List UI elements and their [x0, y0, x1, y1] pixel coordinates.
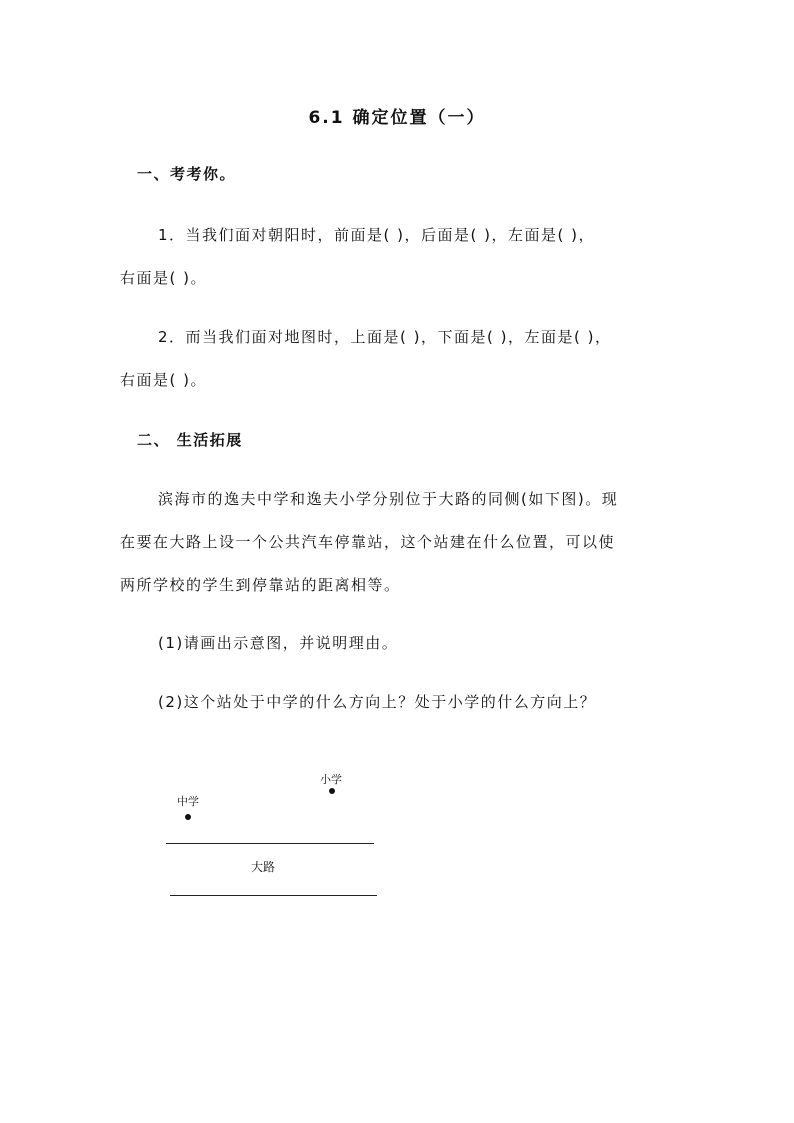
- sub-question-2: (2)这个站处于中学的什么方向上？处于小学的什么方向上？: [158, 693, 597, 711]
- primary-school-dot: [329, 788, 335, 794]
- page-title: 6.1 确定位置（一）: [308, 108, 486, 128]
- section-heading-1: 一、考考你。: [137, 165, 237, 183]
- road-bottom-edge: [170, 895, 377, 896]
- road-label: 大路: [251, 860, 276, 874]
- primary-school-label: 小学: [320, 774, 342, 786]
- section-heading-2: 二、 生活拓展: [137, 431, 243, 449]
- paragraph-line-2: 在要在大路上设一个公共汽车停靠站，这个站建在什么位置，可以使: [120, 533, 616, 551]
- question-1-line-2: 右面是( )。: [120, 269, 207, 287]
- paragraph-line-1: 滨海市的逸夫中学和逸夫小学分别位于大路的同侧(如下图)。现: [158, 490, 619, 508]
- question-1-line-1: 1．当我们面对朝阳时，前面是( )，后面是( )，左面是( )，: [158, 226, 595, 244]
- question-2-line-2: 右面是( )。: [120, 371, 207, 389]
- question-2-line-1: 2．而当我们面对地图时，上面是( )，下面是( )，左面是( )，: [158, 328, 612, 346]
- sub-question-1: (1)请画出示意图，并说明理由。: [158, 634, 399, 652]
- road-top-edge: [166, 843, 374, 844]
- middle-school-dot: [185, 814, 191, 820]
- paragraph-line-3: 两所学校的学生到停靠站的距离相等。: [120, 576, 401, 594]
- middle-school-label: 中学: [177, 796, 199, 808]
